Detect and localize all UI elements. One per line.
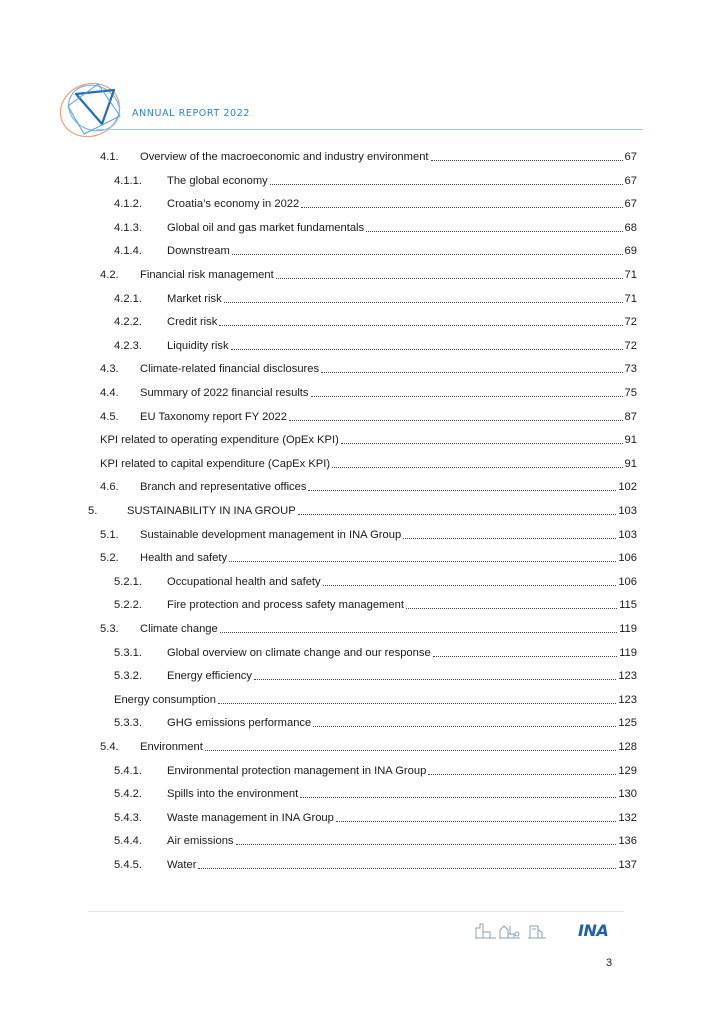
toc-entry[interactable]: [100, 618, 637, 636]
toc-entry-title: Spills into the environment: [167, 788, 299, 801]
toc-leader-dots: [311, 395, 623, 397]
toc-entry-page: 71: [624, 269, 637, 281]
toc-entry-page: 125: [618, 717, 637, 730]
toc-leader-dots: [254, 678, 616, 680]
toc-entry-number: 4.2.3.: [114, 339, 142, 352]
toc-entry-page: 67: [624, 151, 637, 163]
toc-entry-page: 87: [624, 410, 637, 423]
toc-leader-dots: [366, 230, 622, 232]
toc-entry[interactable]: [114, 807, 637, 825]
toc-entry[interactable]: [88, 500, 637, 518]
toc-entry[interactable]: [100, 524, 637, 542]
toc-leader-dots: [313, 725, 616, 727]
page-number: 3: [606, 957, 613, 969]
toc-leader-dots: [301, 206, 622, 208]
toc-entry[interactable]: [100, 146, 637, 164]
toc-entry-number: 4.1.: [100, 151, 119, 163]
toc-entry-title: Global overview on climate change and our response: [167, 646, 431, 659]
toc-entry-number: 5.1.: [100, 528, 119, 541]
toc-leader-dots: [224, 301, 623, 303]
toc-entry[interactable]: [100, 547, 637, 565]
toc-entry-title: Global oil and gas market fundamentals: [167, 221, 365, 234]
toc-entry[interactable]: [100, 264, 637, 282]
toc-entry[interactable]: [114, 830, 637, 848]
toc-entry-page: 72: [624, 339, 637, 352]
toc-entry[interactable]: [114, 665, 637, 683]
toc-entry-number: 5.4.1.: [114, 764, 142, 777]
toc-leader-dots: [205, 749, 617, 751]
toc-entry-page: 128: [618, 741, 637, 753]
toc-entry-number: 5.3.3.: [114, 717, 142, 730]
toc-entry-page: 75: [624, 387, 637, 399]
toc-entry[interactable]: [100, 736, 637, 754]
toc-entry-title: Overview of the macroeconomic and industry environment: [140, 151, 429, 163]
toc-entry[interactable]: [100, 382, 637, 400]
page-header: [0, 0, 724, 140]
toc-entry[interactable]: [114, 712, 637, 730]
industry-icons: [474, 920, 550, 940]
toc-entry-page: 71: [624, 292, 637, 305]
toc-entry-title: The global economy: [167, 174, 268, 187]
toc-entry-number: 5.4.3.: [114, 811, 142, 824]
toc-entry-page: 67: [624, 198, 637, 211]
toc-entry-page: 69: [624, 245, 637, 258]
toc-entry[interactable]: [114, 240, 637, 258]
toc-entry[interactable]: [114, 335, 637, 353]
toc-leader-dots: [431, 159, 623, 161]
toc-entry-page: 91: [624, 434, 637, 447]
toc-entry[interactable]: [100, 406, 637, 424]
toc-leader-dots: [428, 773, 616, 775]
toc-entry-title: Air emissions: [167, 835, 234, 848]
toc-entry[interactable]: [114, 642, 637, 660]
toc-entry-title: Health and safety: [140, 552, 228, 565]
toc-entry-title: Environmental protection management in INA Group: [167, 764, 427, 777]
toc-leader-dots: [232, 253, 623, 255]
toc-entry-number: 4.4.: [100, 387, 119, 399]
toc-leader-dots: [231, 348, 623, 350]
toc-entry-title: KPI related to operating expenditure (OpEx KPI): [100, 434, 339, 447]
toc-leader-dots: [300, 796, 616, 798]
toc-entry-title: SUSTAINABILITY IN INA GROUP: [127, 505, 296, 517]
toc-entry-page: 103: [618, 505, 637, 517]
toc-entry[interactable]: [114, 760, 637, 778]
toc-entry-page: 123: [618, 693, 637, 706]
toc-entry-number: 5.2.1.: [114, 575, 142, 588]
toc-entry[interactable]: [114, 311, 637, 329]
toc-entry-page: 106: [618, 552, 637, 565]
toc-entry-number: 4.1.2.: [114, 198, 142, 211]
toc-entry-number: 4.2.1.: [114, 292, 142, 305]
toc-entry[interactable]: [100, 476, 637, 494]
toc-entry-number: 4.6.: [100, 481, 119, 494]
toc-entry-page: 68: [624, 221, 637, 234]
toc-leader-dots: [336, 820, 616, 822]
toc-entry-page: 136: [618, 835, 637, 848]
toc-entry-page: 102: [618, 481, 637, 494]
toc-entry-number: 5.2.: [100, 552, 119, 565]
toc-leader-dots: [276, 277, 623, 279]
toc-leader-dots: [308, 489, 616, 491]
toc-entry[interactable]: [114, 854, 637, 872]
toc-entry-title: Liquidity risk: [167, 339, 229, 352]
toc-entry[interactable]: [100, 358, 637, 376]
toc-entry[interactable]: [114, 594, 637, 612]
toc-entry-number: 5.4.4.: [114, 835, 142, 848]
toc-entry-title: Climate-related financial disclosures: [140, 363, 320, 376]
toc-entry-title: Sustainable development management in INA Group: [140, 528, 402, 541]
toc-entry-title: Energy consumption: [114, 693, 216, 706]
toc-entry-page: 137: [618, 859, 637, 871]
toc-entry[interactable]: [114, 288, 637, 306]
toc-entry-title: Croatia’s economy in 2022: [167, 198, 300, 211]
toc-entry-title: GHG emissions performance: [167, 717, 312, 730]
toc-entry-title: EU Taxonomy report FY 2022: [140, 410, 287, 423]
toc-entry-page: 115: [619, 599, 637, 612]
toc-entry-number: 5.3.: [100, 623, 119, 635]
header-divider: [96, 129, 643, 130]
toc-entry-page: 73: [624, 363, 637, 376]
toc-entry-number: 4.1.4.: [114, 245, 142, 258]
toc-entry-page: 130: [618, 788, 637, 801]
toc-leader-dots: [218, 702, 616, 704]
toc-leader-dots: [403, 537, 616, 539]
toc-leader-dots: [219, 324, 622, 326]
toc-entry-title: Fire protection and process safety management: [167, 599, 404, 612]
toc-leader-dots: [289, 419, 623, 421]
toc-entry-title: Water: [167, 859, 197, 871]
toc-leader-dots: [341, 442, 623, 444]
toc-entry-page: 123: [618, 670, 637, 683]
toc-entry-page: 119: [619, 646, 637, 659]
toc-leader-dots: [321, 371, 622, 373]
toc-leader-dots: [332, 466, 622, 468]
toc-entry-page: 106: [618, 575, 637, 588]
toc-entry-title: Downstream: [167, 245, 230, 258]
toc-entry-page: 129: [618, 764, 637, 777]
toc-entry-title: Environment: [140, 741, 203, 753]
toc-entry-number: 4.2.: [100, 269, 119, 281]
toc-leader-dots: [270, 183, 623, 185]
toc-entry-number: 4.3.: [100, 363, 119, 376]
toc-entry-page: 72: [624, 316, 637, 329]
toc-entry-page: 91: [624, 457, 637, 470]
toc-entry[interactable]: [114, 193, 637, 211]
toc-entry-page: 103: [618, 528, 637, 541]
toc-entry-title: Occupational health and safety: [167, 575, 321, 588]
toc-entry-page: 67: [624, 174, 637, 187]
toc-leader-dots: [433, 655, 617, 657]
toc-entry-title: Branch and representative offices: [140, 481, 307, 494]
toc-entry-title: Waste management in INA Group: [167, 811, 334, 824]
toc-leader-dots: [220, 631, 617, 633]
toc-entry-number: 4.1.1.: [114, 174, 142, 187]
toc-entry-number: 5.4.2.: [114, 788, 142, 801]
toc-entry-page: 132: [618, 811, 637, 824]
report-title: ANNUAL REPORT 2022: [132, 108, 250, 119]
toc-entry-number: 5.3.2.: [114, 670, 142, 683]
toc-entry-number: 5.4.5.: [114, 859, 142, 871]
annual-report-logo-icon: [54, 76, 130, 142]
toc-entry[interactable]: [114, 571, 637, 589]
toc-entry[interactable]: [114, 170, 637, 188]
toc-entry-number: 5.3.1.: [114, 646, 142, 659]
toc-entry-title: Energy efficiency: [167, 670, 252, 683]
toc-entry-title: Climate change: [140, 623, 218, 635]
toc-entry-number: 5.2.2.: [114, 599, 142, 612]
toc-leader-dots: [323, 584, 617, 586]
toc-entry[interactable]: [114, 689, 637, 707]
toc-entry[interactable]: [100, 429, 637, 447]
toc-entry[interactable]: [114, 217, 637, 235]
footer-divider: [88, 911, 624, 912]
toc-entry-number: 4.5.: [100, 410, 119, 423]
toc-entry-number: 4.1.3.: [114, 221, 142, 234]
toc-entry-title: Market risk: [167, 292, 222, 305]
toc-entry[interactable]: [100, 453, 637, 471]
toc-entry-title: Financial risk management: [140, 269, 274, 281]
toc-entry-title: KPI related to capital expenditure (CapEx KPI): [100, 457, 331, 470]
toc-entry-number: 5.: [88, 505, 98, 517]
toc-entry-number: 5.4.: [100, 741, 119, 753]
toc-leader-dots: [406, 607, 617, 609]
toc-leader-dots: [298, 513, 617, 515]
toc-entry[interactable]: [114, 783, 637, 801]
toc-entry-number: 4.2.2.: [114, 316, 142, 329]
toc-entry-title: Credit risk: [167, 316, 218, 329]
toc-entry-page: 119: [619, 623, 637, 635]
toc-entry-title: Summary of 2022 financial results: [140, 387, 309, 399]
toc-leader-dots: [229, 560, 616, 562]
ina-logo: INA: [578, 921, 609, 940]
toc-leader-dots: [236, 843, 617, 845]
toc-leader-dots: [198, 867, 616, 869]
